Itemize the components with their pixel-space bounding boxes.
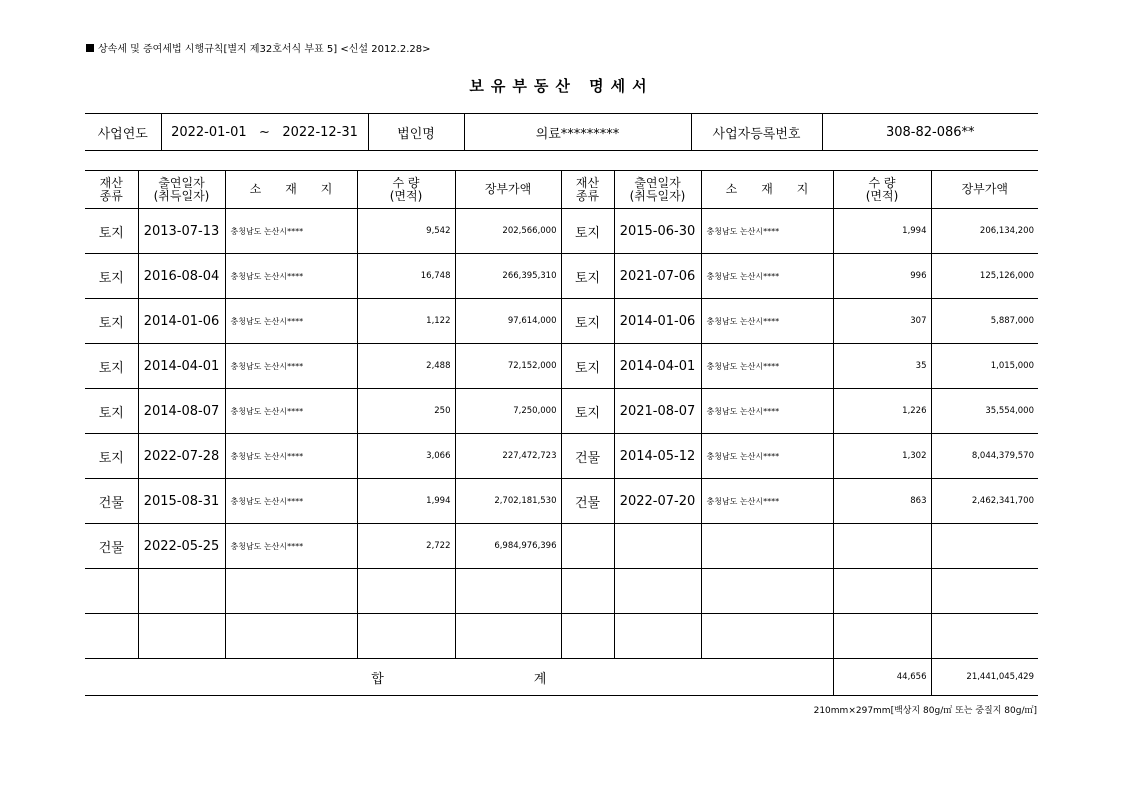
property-kind-right <box>561 614 614 659</box>
property-kind-right: 토지 <box>561 299 614 344</box>
quantity-right: 1,226 <box>833 389 931 434</box>
table-row <box>85 479 1038 524</box>
acquired-date-right: 2014-01-06 <box>614 299 701 344</box>
book-value-left: 72,152,000 <box>455 344 561 389</box>
book-value-left: 7,250,000 <box>455 389 561 434</box>
col-kind-header-right: 재산 종류 <box>561 171 614 209</box>
period-from: 2022-01-01 <box>171 124 247 140</box>
property-kind-left: 토지 <box>85 299 138 344</box>
acquired-date-right <box>614 614 701 659</box>
col-qty-header-right: 수 량 (면적) <box>833 171 931 209</box>
acquired-date-right: 2021-08-07 <box>614 389 701 434</box>
location-left: 충청남도 논산시**** <box>225 524 357 569</box>
book-value-left <box>455 614 561 659</box>
book-value-left: 227,472,723 <box>455 434 561 479</box>
property-kind-right: 토지 <box>561 344 614 389</box>
quantity-right: 996 <box>833 254 931 299</box>
quantity-left: 16,748 <box>357 254 455 299</box>
location-right: 충청남도 논산시**** <box>701 344 833 389</box>
location-right: 충청남도 논산시**** <box>701 434 833 479</box>
book-value-right: 1,015,000 <box>931 344 1038 389</box>
location-left: 충청남도 논산시**** <box>225 344 357 389</box>
quantity-right: 863 <box>833 479 931 524</box>
quantity-left: 1,122 <box>357 299 455 344</box>
property-kind-right: 건물 <box>561 479 614 524</box>
acquired-date-left: 2014-01-06 <box>138 299 225 344</box>
form-reference-note <box>86 40 431 55</box>
period-range <box>161 114 368 151</box>
regno-label: 사업자등록번호 <box>691 114 822 151</box>
square-bullet-icon <box>86 44 94 52</box>
acquired-date-left: 2014-08-07 <box>138 389 225 434</box>
location-right <box>701 569 833 614</box>
acquired-date-left <box>138 614 225 659</box>
col-location-header: 소 재 지 <box>225 171 357 209</box>
location-left: 충청남도 논산시**** <box>225 434 357 479</box>
quantity-left <box>357 614 455 659</box>
regno-value: 308-82-086** <box>822 114 1038 151</box>
quantity-right: 35 <box>833 344 931 389</box>
acquired-date-right <box>614 569 701 614</box>
table-header <box>85 171 1038 209</box>
property-kind-left: 토지 <box>85 209 138 254</box>
table-row <box>85 254 1038 299</box>
acquired-date-left <box>138 569 225 614</box>
corp-name-label: 법인명 <box>368 114 464 151</box>
total-label <box>85 659 833 696</box>
col-qty-header: 수 량 (면적) <box>357 171 455 209</box>
location-left: 충청남도 논산시**** <box>225 209 357 254</box>
period-to: 2022-12-31 <box>282 124 358 140</box>
book-value-right: 2,462,341,700 <box>931 479 1038 524</box>
quantity-left: 250 <box>357 389 455 434</box>
quantity-left: 3,066 <box>357 434 455 479</box>
acquired-date-right <box>614 524 701 569</box>
quantity-left: 2,722 <box>357 524 455 569</box>
col-date-header: 출연일자 (취득일자) <box>138 171 225 209</box>
location-left: 충청남도 논산시**** <box>225 389 357 434</box>
acquired-date-left: 2022-05-25 <box>138 524 225 569</box>
property-kind-left: 토지 <box>85 344 138 389</box>
property-kind-left: 토지 <box>85 389 138 434</box>
property-kind-left: 건물 <box>85 479 138 524</box>
book-value-right <box>931 614 1038 659</box>
property-table <box>85 170 1038 696</box>
location-right: 충청남도 논산시**** <box>701 254 833 299</box>
book-value-left: 6,984,976,396 <box>455 524 561 569</box>
location-right <box>701 524 833 569</box>
acquired-date-right: 2015-06-30 <box>614 209 701 254</box>
acquired-date-right: 2014-05-12 <box>614 434 701 479</box>
book-value-right: 206,134,200 <box>931 209 1038 254</box>
property-kind-right <box>561 569 614 614</box>
property-kind-right: 토지 <box>561 254 614 299</box>
table-row <box>85 569 1038 614</box>
acquired-date-left: 2015-08-31 <box>138 479 225 524</box>
acquired-date-right: 2021-07-06 <box>614 254 701 299</box>
table-row <box>85 344 1038 389</box>
location-left: 충청남도 논산시**** <box>225 479 357 524</box>
quantity-left: 2,488 <box>357 344 455 389</box>
book-value-right: 35,554,000 <box>931 389 1038 434</box>
info-table <box>85 113 1038 151</box>
acquired-date-left: 2022-07-28 <box>138 434 225 479</box>
book-value-right: 125,126,000 <box>931 254 1038 299</box>
property-kind-left: 토지 <box>85 254 138 299</box>
location-left <box>225 614 357 659</box>
paper-spec-note: 210mm×297mm[백상지 80g/㎡ 또는 중질지 80g/㎡] <box>813 706 1037 716</box>
property-kind-left <box>85 614 138 659</box>
total-label-1: 합 <box>371 671 384 687</box>
table-row <box>85 614 1038 659</box>
table-row <box>85 434 1038 479</box>
page-title: 보유부동산 명세서 <box>469 77 654 95</box>
quantity-left <box>357 569 455 614</box>
table-row <box>85 209 1038 254</box>
col-kind-header: 재산 종류 <box>85 171 138 209</box>
property-kind-left <box>85 569 138 614</box>
property-kind-right <box>561 524 614 569</box>
location-left: 충청남도 논산시**** <box>225 299 357 344</box>
location-right <box>701 614 833 659</box>
quantity-right <box>833 524 931 569</box>
property-kind-right: 건물 <box>561 434 614 479</box>
acquired-date-right: 2014-04-01 <box>614 344 701 389</box>
quantity-left: 1,994 <box>357 479 455 524</box>
location-left: 충청남도 논산시**** <box>225 254 357 299</box>
book-value-left: 266,395,310 <box>455 254 561 299</box>
total-book-value: 21,441,045,429 <box>931 659 1038 696</box>
acquired-date-left: 2013-07-13 <box>138 209 225 254</box>
location-right: 충청남도 논산시**** <box>701 479 833 524</box>
quantity-right <box>833 569 931 614</box>
period-label: 사업연도 <box>97 126 148 142</box>
property-kind-right: 토지 <box>561 389 614 434</box>
location-right: 충청남도 논산시**** <box>701 389 833 434</box>
book-value-right <box>931 569 1038 614</box>
location-left <box>225 569 357 614</box>
book-value-left: 2,702,181,530 <box>455 479 561 524</box>
col-book-header: 장부가액 <box>455 171 561 209</box>
book-value-left: 97,614,000 <box>455 299 561 344</box>
quantity-right: 1,302 <box>833 434 931 479</box>
period-separator: ~ <box>259 124 270 140</box>
acquired-date-left: 2016-08-04 <box>138 254 225 299</box>
location-right: 충청남도 논산시**** <box>701 209 833 254</box>
form-reference-text: 상속세 및 증여세법 시행규칙[별지 제32호서식 부표 5] <신설 2012.2.28> <box>98 44 431 55</box>
property-kind-left: 건물 <box>85 524 138 569</box>
book-value-left: 202,566,000 <box>455 209 561 254</box>
location-right: 충청남도 논산시**** <box>701 299 833 344</box>
property-kind-left: 토지 <box>85 434 138 479</box>
total-quantity: 44,656 <box>833 659 931 696</box>
col-book-header-right: 장부가액 <box>931 171 1038 209</box>
quantity-right: 1,994 <box>833 209 931 254</box>
quantity-right: 307 <box>833 299 931 344</box>
corp-name-value: 의료********* <box>464 114 691 151</box>
book-value-left <box>455 569 561 614</box>
acquired-date-right: 2022-07-20 <box>614 479 701 524</box>
col-location-header-right: 소 재 지 <box>701 171 833 209</box>
book-value-right: 5,887,000 <box>931 299 1038 344</box>
acquired-date-left: 2014-04-01 <box>138 344 225 389</box>
col-date-header-right: 출연일자 (취득일자) <box>614 171 701 209</box>
table-row <box>85 299 1038 344</box>
book-value-right <box>931 524 1038 569</box>
quantity-right <box>833 614 931 659</box>
property-kind-right: 토지 <box>561 209 614 254</box>
table-row <box>85 524 1038 569</box>
book-value-right: 8,044,379,570 <box>931 434 1038 479</box>
table-row <box>85 389 1038 434</box>
quantity-left: 9,542 <box>357 209 455 254</box>
total-label-2: 계 <box>533 671 547 687</box>
total-row <box>85 659 1038 696</box>
